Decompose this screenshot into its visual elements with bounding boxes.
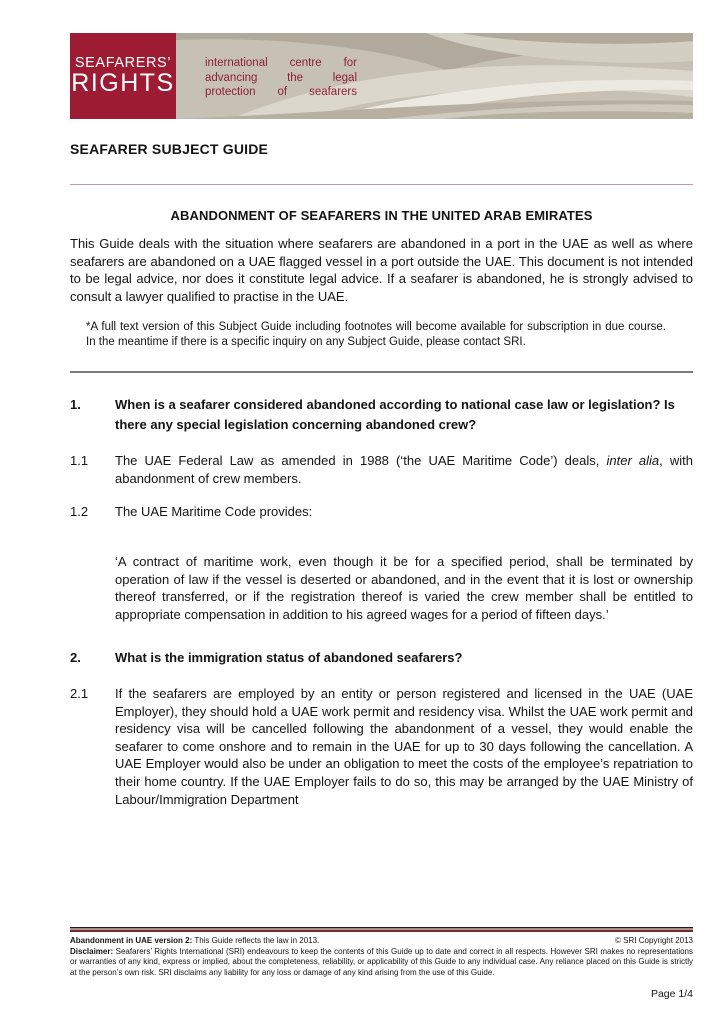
footer-disclaimer-text: Seafarers’ Rights International (SRI) endeavours to keep the contents of this Guide up to date and correct in all respects. However SRI makes no representations or warranties of any kind, express or implied, about the completeness, reliability, or applicability of this Guide to any individual case. Any reliance placed on this Guide is strictly at the person’s own risk. SRI disclaims any liability for any loss or damage of any kind arising from the use of this Guide. [70,946,693,977]
footer-version-text: This Guide reflects the law in 2013. [192,936,320,945]
paragraph-2-1-text: If the seafarers are employed by an entity or person registered and licensed in the UAE (UAE Employer), they should hold a UAE work permit and residency visa. Whilst the UAE work permit and residency visa will be cancelled following the abandonment of a vessel, they would enable the seafarer to come onshore and to remain in the UAE for up to 30 days following the cancellation. A UAE Employer would also be under an obligation to meet the costs of the employee’s repatriation to their home country. If the UAE Employer fails to do so, this may be arranged by the UAE Ministry of Labour/Immigration Department [115,686,693,807]
footer-disclaimer [70,947,693,979]
section-2-heading [70,648,693,668]
tagline-line-3: protection of seafarers [205,86,357,98]
paragraph-1-1-italic: inter alia [606,453,660,469]
logo-text-rights: RIGHTS [71,68,175,97]
paragraph-1-2-number: 1.2 [70,503,89,519]
section-1-heading [70,395,693,434]
paragraph-1-1-text [115,452,693,487]
tagline-line-2: advancing the legal [205,71,357,84]
footer-copyright: © SRI Copyright 2013 [615,936,693,945]
footer-divider [70,927,693,932]
banner-swoosh-area [176,33,693,119]
tagline [205,56,357,100]
paragraph-2-1-number: 2.1 [70,686,89,702]
header-banner [70,33,693,119]
paragraph-1-1 [70,452,693,487]
page-footer [70,927,693,1024]
logo-text-seafarers: SEAFARERS’ [74,54,172,71]
paragraph-2-1 [70,685,693,808]
seafarers-rights-logo [70,33,176,119]
pink-divider [70,184,693,185]
tagline-line-1: international centre for [205,57,357,69]
paragraph-1-2 [70,503,693,521]
footer-version-label: Abandonment in UAE version 2: [70,936,193,945]
footer-disclaimer-label: Disclaimer: [70,946,114,956]
footer-version [70,936,319,947]
page-title: ABANDONMENT OF SEAFARERS IN THE UNITED ARAB EMIRATES [170,208,593,223]
subscription-note: *A full text version of this Subject Guide including footnotes will become available for subscription in due course. In the meantime if there is a specific inquiry on any Subject Guide, please contact SRI. [86,321,666,349]
section-divider [70,371,693,373]
section-2-title: What is the immigration status of abandoned seafarers? [115,649,463,665]
section-1-number: 1. [70,397,81,413]
section-2-number: 2. [70,649,81,665]
section-1-title: When is a seafarer considered abandoned according to national case law or legislation? Is there any special legislation concerning abandoned crew? [115,397,675,432]
intro-paragraph: This Guide deals with the situation where seafarers are abandoned in a port in the UAE as well as where seafarers are abandoned on a UAE flagged vessel in a port outside the UAE. This document is not intended to be legal advice, nor does it constitute legal advice. If a seafarer is abandoned, he is strongly advised to consult a lawyer qualified to practise in the UAE. [70,236,693,304]
paragraph-1-1-number: 1.1 [70,453,89,469]
maritime-code-quote: ‘A contract of maritime work, even though it be for a specified period, shall be terminated by operation of law if the vessel is deserted or abandoned, and in the event that it is lost or ownership thereof transferred, or if the registration thereof is varied the crew member shall be entitled to appropriate compensation in addition to his agreed wages for a period of fifteen days.’ [115,554,693,622]
page-number: Page 1/4 [650,988,693,1000]
paragraph-1-2-text: The UAE Maritime Code provides: [115,503,313,519]
doc-type-heading: SEAFARER SUBJECT GUIDE [70,141,269,157]
footer-version-line [70,936,693,947]
paragraph-1-1-post: , with abandonment of crew members. [115,453,694,486]
paragraph-1-1-pre: The UAE Federal Law as amended in 1988 (‘the UAE Maritime Code’) deals, [115,453,607,469]
